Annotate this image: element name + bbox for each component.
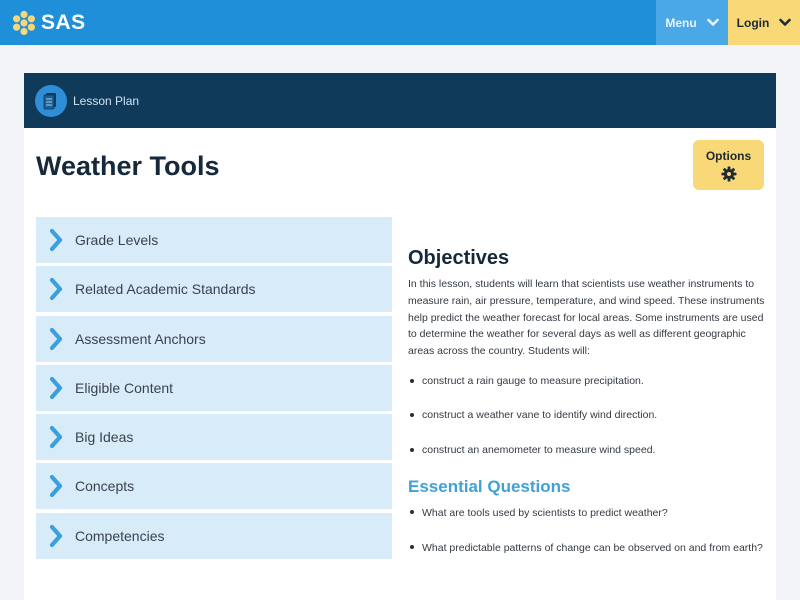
accordion-label: Eligible Content — [75, 379, 174, 396]
accordion-label: Big Ideas — [75, 429, 134, 446]
objective-item: construct a weather vane to identify wind direction. — [408, 408, 768, 422]
objective-item: construct an anemometer to measure wind speed. — [408, 443, 768, 457]
logo-text: SAS — [41, 10, 86, 34]
chevron-right-icon — [49, 228, 63, 252]
lesson-card — [24, 73, 776, 600]
menu-label: Menu — [665, 15, 697, 30]
essential-questions-list — [408, 505, 768, 557]
accordion-label: Related Academic Standards — [75, 281, 256, 298]
objectives-paragraph: In this lesson, students will learn that scientists use weather instruments to measure rain, air pressure, temperature, and wind speed. These instruments help predict the weather forecast for local areas. Some instruments are used to determine the weather for several days as well as different geographic areas across the country. Students will: — [408, 278, 765, 358]
accordion-concepts[interactable] — [36, 463, 392, 509]
objectives-heading: Objectives — [408, 247, 510, 269]
accordion-assessment-anchors[interactable] — [36, 316, 392, 362]
lesson-content — [408, 247, 768, 575]
options-button[interactable] — [693, 140, 764, 190]
login-button[interactable] — [728, 0, 800, 45]
chevron-right-icon — [49, 376, 63, 400]
document-icon — [35, 85, 67, 117]
objective-item: construct a rain gauge to measure precipitation. — [408, 374, 768, 388]
accordion-related-academic-standards[interactable] — [36, 266, 392, 312]
sas-logo[interactable] — [0, 0, 86, 45]
topbar-spacer — [86, 0, 656, 45]
gear-icon — [721, 166, 737, 182]
menu-button[interactable] — [656, 0, 728, 45]
login-label: Login — [736, 15, 770, 30]
top-nav-bar — [0, 0, 800, 45]
accordion-eligible-content[interactable] — [36, 365, 392, 411]
chevron-down-icon — [779, 18, 791, 27]
chevron-right-icon — [49, 277, 63, 301]
question-item: What predictable patterns of change can be observed on and from earth? — [408, 540, 768, 557]
accordion-label: Competencies — [75, 527, 165, 544]
lesson-plan-header — [24, 73, 776, 128]
chevron-right-icon — [49, 524, 63, 548]
chevron-right-icon — [49, 425, 63, 449]
accordion-list — [36, 217, 392, 562]
accordion-label: Concepts — [75, 478, 135, 495]
question-item: What are tools used by scientists to predict weather? — [408, 505, 768, 522]
accordion-label: Assessment Anchors — [75, 330, 206, 347]
chevron-down-icon — [707, 18, 719, 27]
chevron-right-icon — [49, 327, 63, 351]
chevron-right-icon — [49, 474, 63, 498]
page-title: Weather Tools — [36, 151, 220, 181]
lesson-plan-label: Lesson Plan — [73, 93, 140, 108]
accordion-label: Grade Levels — [75, 232, 159, 248]
flower-icon — [11, 10, 37, 36]
options-label: Options — [705, 148, 752, 163]
essential-questions-heading: Essential Questions — [408, 477, 571, 497]
accordion-grade-levels[interactable] — [36, 217, 392, 263]
accordion-competencies[interactable] — [36, 513, 392, 559]
objectives-list — [408, 374, 768, 457]
accordion-big-ideas[interactable] — [36, 414, 392, 460]
